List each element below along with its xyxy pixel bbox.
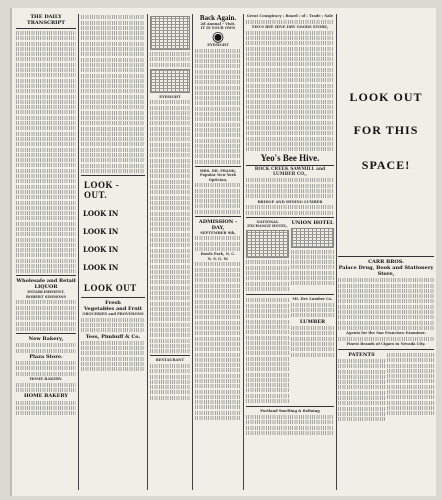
plaza-store-title: Plaza Store. [29, 353, 63, 360]
palace-drug-heading: Palace Drug, Book and Stationery Store, [338, 265, 434, 277]
carr-bros-heading: CARR BROS. [368, 259, 404, 265]
engraving-1 [150, 16, 190, 50]
space-ad-line-2: FOR THIS [353, 123, 419, 137]
mt-dev-heading: Mt. Dev Lumber Co. [292, 297, 333, 302]
tess-heading: Tess, Pimbuff & Co. [85, 333, 141, 340]
eye-icon: ◉ [211, 28, 225, 45]
look-in-1: LOOK IN [83, 208, 119, 218]
bakery-ad-title: New Bakery, [28, 335, 64, 342]
column-5 [246, 14, 334, 490]
engraving-2 [150, 69, 190, 93]
optician-heading: Popular New York Optician, [200, 173, 236, 182]
column-2 [81, 14, 145, 490]
liquor-ad-subtitle: ESTABLISHMENT. [27, 290, 65, 295]
restaurant-heading: RESTAURANT [155, 358, 185, 363]
liquor-ad-owner: ROBERT SIMMONS [26, 294, 66, 299]
lumber-heading: LUMBER [299, 318, 326, 325]
eyesight-heading: EYESIGHT [207, 42, 229, 47]
yeos-bee-hive-heading: Yeo's Bee Hive. [260, 153, 320, 164]
mrs-frank-heading: MRS. DR. FRANK, [199, 168, 237, 173]
hotel-engraving [246, 230, 289, 258]
look-out-footer: LOOK OUT [84, 282, 137, 293]
patents-heading: PATENTS [348, 351, 375, 358]
look-in-4: LOOK IN [83, 262, 119, 272]
vegetables-heading: Vegetables and Fruit [83, 305, 142, 312]
column-1 [16, 14, 76, 490]
masthead: THE DAILY TRANSCRIPT [27, 14, 65, 26]
admission-day-heading: ADMISSION - DAY, [198, 218, 238, 231]
groceries-heading: GROCERIES and PROVISIONS [82, 311, 144, 316]
park-heading: Bowls Park, N. C. [200, 252, 236, 257]
agents-heading: Agents for the San Francisco Examiner. [346, 331, 426, 336]
union-engraving [291, 228, 334, 248]
look-in-2: LOOK IN [83, 226, 119, 236]
september-heading: SEPTEMBER 9th, [200, 230, 236, 235]
your-own-heading: IT IS YOUR OWN [200, 26, 236, 31]
union-hotel-heading: UNION HOTEL [291, 219, 334, 226]
column-3 [150, 14, 190, 490]
back-again-heading: Back Again. [199, 14, 237, 22]
rock-creek-heading: ROCK CREEK SAWMILL and LUMBER CO., [254, 167, 326, 177]
cigars-heading: Finest Brands of Cigars in Nevada City. [346, 342, 426, 347]
home-bakery-title: HOME BAKERY. [29, 377, 63, 382]
annual-visit-heading: 2d Annual - Visit. [200, 22, 236, 26]
column-4 [195, 14, 241, 490]
space-ad-line-3: SPACE! [361, 158, 411, 172]
fresh-heading: Fresh [105, 299, 121, 306]
portland-heading: Portland Smelting & Refining [260, 409, 320, 414]
space-ad-line-1: LOOK OUT [349, 90, 423, 104]
column-6-lower [338, 254, 434, 490]
conspiracy-heading: Great Conspiracy ; Board ; of ; Trade ; Sale [246, 14, 334, 18]
eyesight-side-heading: EYESIGHT [159, 94, 181, 99]
nsgw-heading: N. S. G. W. [207, 256, 229, 261]
newspaper-page [10, 8, 436, 496]
liquor-ad-title: Wholesale and Retail LIQUOR [16, 278, 76, 291]
look-in-3: LOOK IN [83, 244, 119, 254]
national-hotel-heading: NATIONAL EXCHANGE HOTEL, [247, 219, 288, 228]
yeos-store-heading: YEO'S BEE HIVE DRY GOODS STORE, [251, 25, 329, 29]
bridge-heading: BRIDGE AND MINING LUMBER [257, 199, 323, 204]
space-ad [338, 14, 434, 254]
home-bakery-title-2: HOME BAKERY [24, 393, 68, 400]
look-out-heading: LOOK - OUT. [84, 179, 120, 200]
